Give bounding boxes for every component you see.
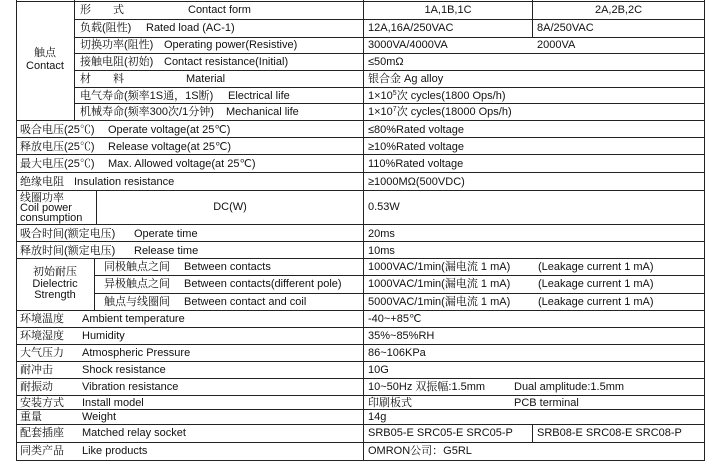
operating-power-label-cn: 切换功率(阻性) bbox=[80, 39, 154, 51]
operate-time-label-cn: 吸合时间(额定电压) bbox=[20, 228, 116, 240]
dielectric-row-2-label-en: Between contacts(different pole) bbox=[184, 278, 342, 290]
like-label-cn: 同类产品 bbox=[20, 445, 64, 457]
insulation-value: ≥1000MΩ(500VDC) bbox=[368, 176, 465, 188]
socket-value-2: SRB08-E SRC08-E SRC08-P bbox=[537, 427, 682, 439]
dielectric-group-label-en-2: Strength bbox=[34, 289, 76, 301]
dielectric-row-2-label-cn: 异极触点之间 bbox=[104, 278, 170, 290]
operating-power-value-2: 2000VA bbox=[537, 39, 576, 51]
coil-power-label-en-2: consumption bbox=[20, 212, 83, 224]
mechanical-life-label-en: Mechanical life bbox=[226, 106, 299, 118]
contact-resistance-label-cn: 接触电阻(初始) bbox=[80, 56, 154, 68]
dielectric-row-1-note: (Leakage current 1 mA) bbox=[538, 261, 654, 273]
rated-load-value-2: 8A/250VAC bbox=[537, 22, 594, 34]
dielectric-group-label-cn: 初始耐压 bbox=[33, 266, 77, 278]
insulation-label-en: Insulation resistance bbox=[74, 176, 175, 188]
install-value-en: PCB terminal bbox=[514, 397, 579, 409]
contact-form-value-1: 1A,1B,1C bbox=[424, 4, 472, 16]
insulation-label-cn: 绝缘电阻 bbox=[20, 176, 64, 188]
coil-power-label-cn: 线圈功率 bbox=[20, 192, 64, 204]
vibration-value-en: Dual amplitude:1.5mm bbox=[514, 381, 625, 393]
install-label-cn: 安装方式 bbox=[20, 397, 64, 409]
contact-resistance-label-en: Contact resistance(Initial) bbox=[164, 56, 289, 68]
release-voltage-label-cn: 释放电压(25℃) bbox=[20, 141, 95, 153]
dielectric-row-3-value: 5000VAC/1min(漏电流 1 mA) bbox=[368, 296, 511, 308]
operate-time-label-en: Operate time bbox=[134, 228, 198, 240]
max-voltage-value: 110%Rated voltage bbox=[368, 158, 464, 170]
max-voltage-label-en: Max. Allowed voltage(at 25℃) bbox=[108, 158, 256, 170]
contact-group-label-cn: 触点 bbox=[34, 47, 56, 59]
contact-form-label-cn: 形 式 bbox=[80, 4, 124, 16]
dielectric-row-2-value: 1000VAC/1min(漏电流 1 mA) bbox=[368, 278, 511, 290]
shock-value: 10G bbox=[368, 364, 389, 376]
install-value: 印刷板式 bbox=[368, 397, 412, 409]
like-value: OMRON公司：G5RL bbox=[368, 445, 472, 457]
dielectric-row-1-label-cn: 同极触点之间 bbox=[104, 261, 170, 273]
weight-label-en: Weight bbox=[82, 411, 117, 423]
ambient-temp-value: -40~+85℃ bbox=[368, 313, 422, 325]
shock-label-en: Shock resistance bbox=[82, 364, 166, 376]
operating-power-label-en: Operating power(Resistive) bbox=[164, 39, 298, 51]
ambient-temp-label-cn: 环境温度 bbox=[20, 313, 64, 325]
socket-label-en: Matched relay socket bbox=[82, 427, 186, 439]
rated-load-value-1: 12A,16A/250VAC bbox=[368, 22, 454, 34]
humidity-value: 35%~85%RH bbox=[368, 330, 435, 342]
mechanical-life-label-cn: 机械寿命(频率300次/1分钟) bbox=[80, 106, 214, 118]
vibration-label-cn: 耐振动 bbox=[20, 381, 53, 393]
coil-power-value: 0.53W bbox=[368, 201, 400, 213]
release-time-value: 10ms bbox=[368, 245, 395, 257]
max-voltage-label-cn: 最大电压(25℃) bbox=[20, 158, 95, 170]
contact-group-label-en: Contact bbox=[26, 60, 64, 72]
material-label-cn: 材 料 bbox=[80, 73, 124, 85]
humidity-label-en: Humidity bbox=[82, 330, 125, 342]
dielectric-row-1-value: 1000VAC/1min(漏电流 1 mA) bbox=[368, 261, 511, 273]
install-label-en: Install model bbox=[82, 397, 144, 409]
electrical-life-value: $1\times 10^5$次 cycles(1800 Ops/h) bbox=[368, 90, 506, 102]
release-voltage-label-en: Release voltage(at 25℃) bbox=[108, 141, 232, 153]
weight-label-cn: 重量 bbox=[20, 411, 42, 423]
material-value: 银合金 Ag alloy bbox=[368, 73, 444, 85]
coil-power-sub-label: DC(W) bbox=[213, 201, 247, 213]
material-label-en: Material bbox=[186, 73, 226, 85]
shock-label-cn: 耐冲击 bbox=[20, 364, 53, 376]
operate-voltage-label-en: Operate voltage(at 25℃) bbox=[108, 124, 231, 136]
vibration-value: 10~50Hz 双振幅:1.5mm bbox=[368, 381, 486, 393]
pressure-label-en: Atmospheric Pressure bbox=[82, 347, 191, 359]
electrical-life-label-en: Electrical life bbox=[228, 90, 290, 102]
pressure-label-cn: 大气压力 bbox=[20, 347, 64, 359]
like-label-en: Like products bbox=[82, 445, 148, 457]
dielectric-row-2-note: (Leakage current 1 mA) bbox=[538, 278, 654, 290]
operate-voltage-label-cn: 吸合电压(25℃) bbox=[20, 124, 95, 136]
dielectric-row-3-label-cn: 触点与线圈间 bbox=[104, 296, 170, 308]
mechanical-life-value: $1\times 10^7$次 cycles(18000 Ops/h) bbox=[368, 106, 512, 118]
socket-label-cn: 配套插座 bbox=[20, 427, 64, 439]
weight-value: 14g bbox=[368, 411, 387, 423]
operating-power-value-1: 3000VA/4000VA bbox=[368, 39, 448, 51]
dielectric-row-1-label-en: Between contacts bbox=[184, 261, 271, 273]
contact-resistance-value: ≤50mΩ bbox=[368, 56, 404, 68]
humidity-label-cn: 环境湿度 bbox=[20, 330, 64, 342]
ambient-temp-label-en: Ambient temperature bbox=[82, 313, 185, 325]
vibration-label-en: Vibration resistance bbox=[82, 381, 179, 393]
release-time-label-cn: 释放时间(额定电压) bbox=[20, 245, 116, 257]
operate-time-value: 20ms bbox=[368, 228, 395, 240]
socket-value-1: SRB05-E SRC05-E SRC05-P bbox=[368, 427, 513, 439]
release-voltage-value: ≥10%Rated voltage bbox=[368, 141, 464, 153]
dielectric-row-3-note: (Leakage current 1 mA) bbox=[538, 296, 654, 308]
contact-form-value-2: 2A,2B,2C bbox=[594, 4, 643, 16]
dielectric-group-label-en-1: Dielectric bbox=[32, 278, 78, 290]
rated-load-label-cn: 负载(阻性) bbox=[80, 22, 132, 34]
coil-power-label-en-1: Coil power bbox=[20, 202, 72, 214]
rated-load-label-en: Rated load (AC-1) bbox=[146, 22, 235, 34]
electrical-life-label-cn: 电气寿命(频率1S通，1S断) bbox=[80, 90, 214, 102]
dielectric-row-3-label-en: Between contact and coil bbox=[184, 296, 307, 308]
pressure-value: 86~106KPa bbox=[368, 347, 426, 359]
release-time-label-en: Release time bbox=[134, 245, 199, 257]
contact-form-label-en: Contact form bbox=[188, 4, 251, 16]
operate-voltage-value: ≤80%Rated voltage bbox=[368, 124, 464, 136]
